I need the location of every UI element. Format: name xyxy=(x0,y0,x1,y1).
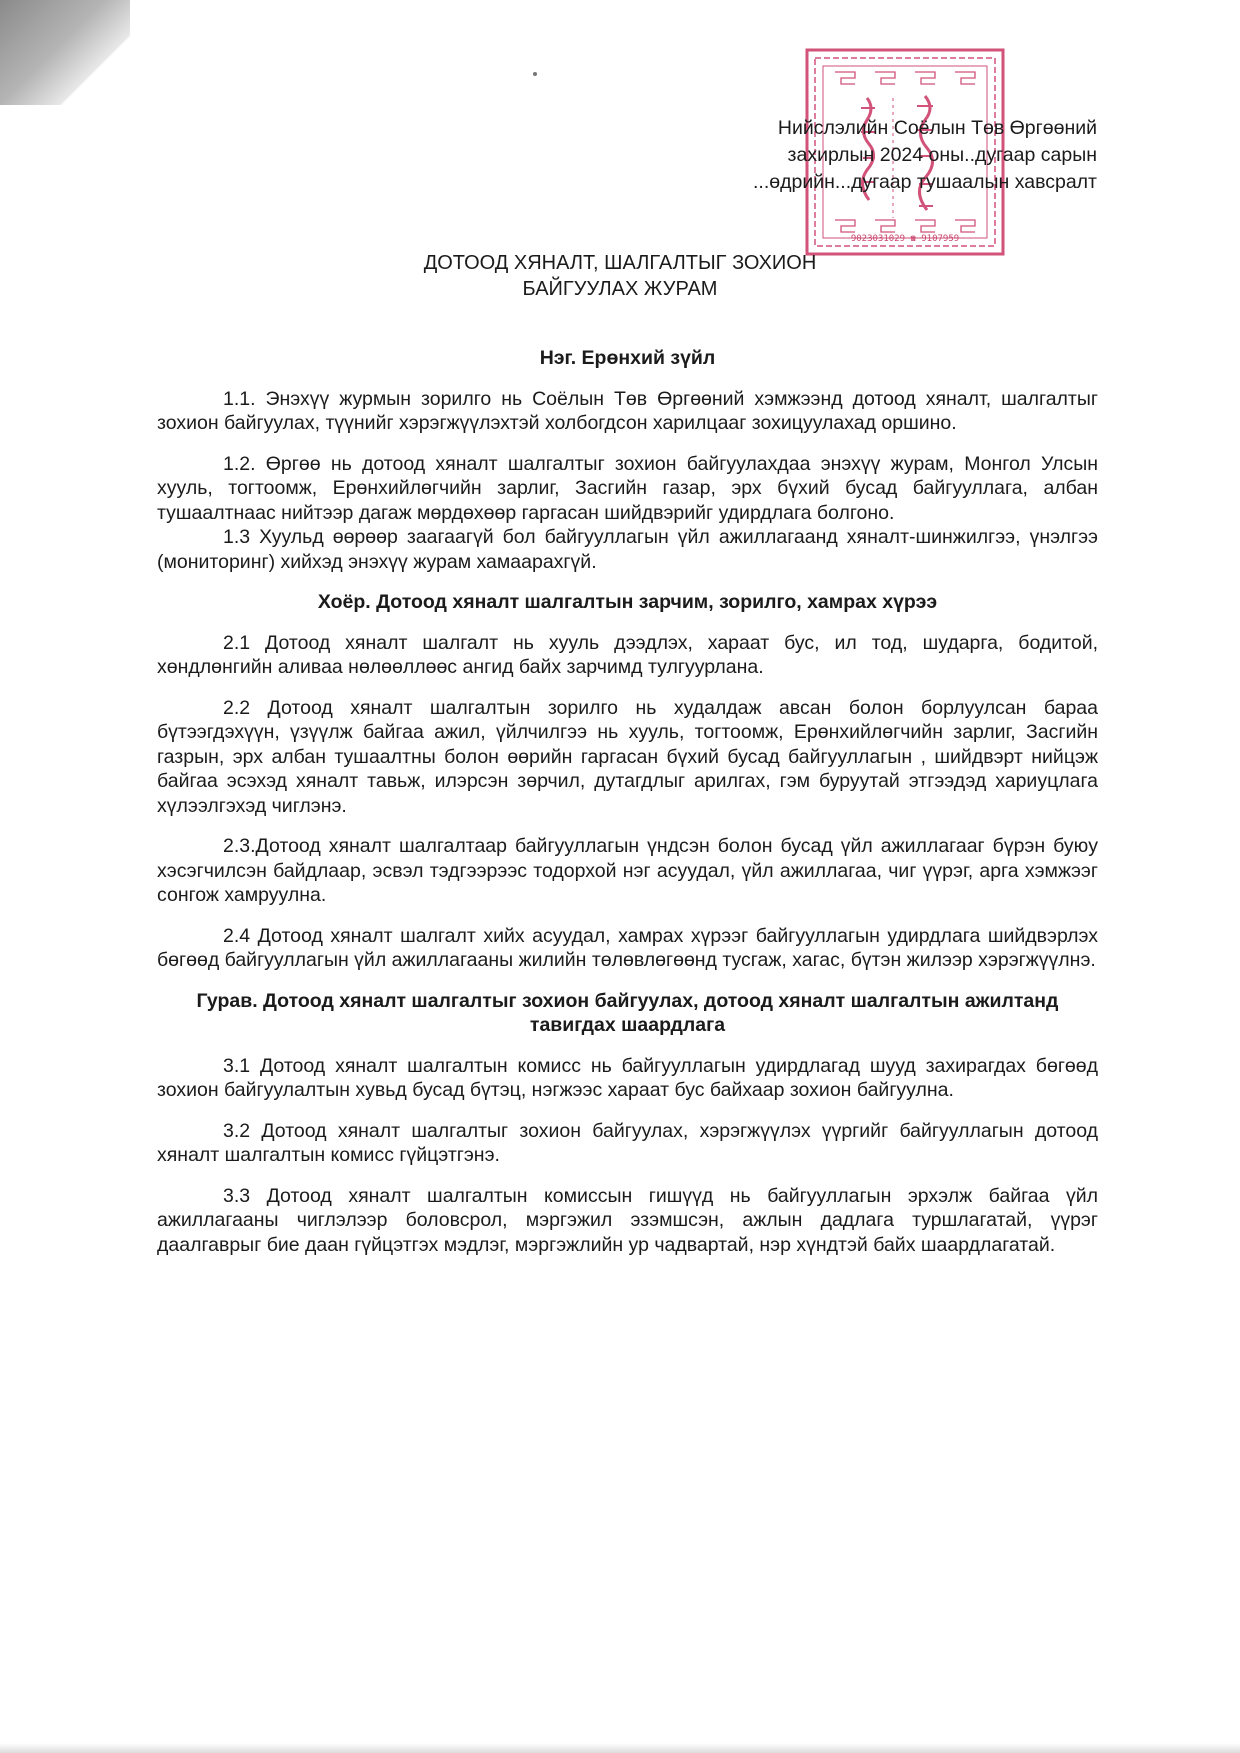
paragraph: 1.2. Өргөө нь дотоод хяналт шалгалтыг зохион байгуулахдаа энэхүү журам, Монгол Улсын хууль, тогтоомж, Ерөнхийлөгчийн зарлиг, Засгийн газар, эрх бүхий бусад байгууллага, албан тушаалтнаас нийтээр дагаж мөрдөхөөр гаргасан шийдвэрийг удирдлага болгоно. xyxy=(157,452,1098,524)
paragraph: 1.3 Хуульд өөрөөр заагаагүй бол байгууллагын үйл ажиллагаанд хяналт-шинжилгээ, үнэлгээ (мониторинг) хийхэд энэхүү журам хамаарахгүй. xyxy=(157,526,1098,573)
section-heading: Гурав. Дотоод хяналт шалгалтыг зохион байгуулах, дотоод хяналт шалгалтын ажилтанд тавигдах шаардлага xyxy=(196,989,1059,1036)
title-line: БАЙГУУЛАХ ЖУРАМ xyxy=(522,278,718,300)
document-body xyxy=(157,346,1098,1273)
header-line: Нийслэлийн Соёлын Төв Өргөөний xyxy=(777,117,1097,139)
paragraph: 2.4 Дотоод хяналт шалгалт хийх асуудал, хамрах хүрээг байгууллагын удирдлага шийдвэрлэх бөгөөд байгууллагын үйл ажиллагааны жилийн төлөвлөгөөнд тусгаж, хагас, бүтэн жилээр хэрэгжүүлнэ. xyxy=(157,924,1098,971)
section xyxy=(157,989,1098,1258)
stamp-serial-number: 9023031029 ☎ 9107959 xyxy=(850,234,960,244)
section-heading: Нэг. Ерөнхий зүйл xyxy=(539,347,716,369)
paragraph: 3.2 Дотоод хяналт шалгалтыг зохион байгуулах, хэрэгжүүлэх үүргийг байгууллагын дотоод хяналт шалгалтын комисс гүйцэтгэнэ. xyxy=(157,1119,1098,1166)
paragraph: 3.3 Дотоод хяналт шалгалтын комиссын гишүүд нь байгууллагын эрхэлж байгаа үйл ажиллагааны чиглэлээр боловсрол, мэргэжил эзэмшсэн, ажлын дадлага туршлагатай, үүрэг даалгаврыг бие даан гүйцэтгэх мэдлэг, мэргэжлийн ур чадвартай, нэр хүндтэй байх шаардлагатай. xyxy=(157,1184,1098,1256)
title-line: ДОТООД ХЯНАЛТ, ШАЛГАЛТЫГ ЗОХИОН xyxy=(423,252,817,274)
scan-speck xyxy=(533,72,537,76)
paragraph: 2.2 Дотоод хяналт шалгалтын зорилго нь худалдаж авсан болон борлуулсан бараа бүтээгдэхүүн, үзүүлж байгаа ажил, үйлчилгээ нь хууль, тогтоомж, Ерөнхийлөгчийн зарлиг, Засгийн газрын, эрх албан тушаалтны болон өөрийн гаргасан бүхий бусад байгууллагын , шийдвэрт нийцэж байгаа эсэхэд хяналт тавьж, илэрсэн зөрчил, дутагдлыг арилгах, гэм буруутай этгээдэд хариуцлага хүлээлгэхэд чиглэнэ. xyxy=(157,696,1098,817)
section-heading: Хоёр. Дотоод хяналт шалгалтын зарчим, зорилго, хамрах хүрээ xyxy=(317,591,938,613)
paragraph: 1.1. Энэхүү журмын зорилго нь Соёлын Төв Өргөөний хэмжээнд дотоод хяналт, шалгалтыг зохион байгуулах, түүнийг хэрэгжүүлэхтэй холбогдсон харилцааг зохицуулахад оршино. xyxy=(157,387,1098,434)
document-title xyxy=(300,250,940,302)
scan-corner-fold xyxy=(0,0,130,105)
section xyxy=(157,346,1098,574)
scan-bottom-edge xyxy=(0,1743,1240,1753)
paragraph: 2.3.Дотоод хяналт шалгалтаар байгууллагын үндсэн болон бусад үйл ажиллагааг бүрэн буюу хэсэгчилсэн байдлаар, эсвэл тэдгээрээс тодорхой нэг асуудал, үйл ажиллагаа, чиг үүрэг, арга хэмжээг сонгож хамруулна. xyxy=(157,835,1098,906)
header-line: ...өдрийн...дугаар тушаалын хавсралт xyxy=(753,171,1097,193)
paragraph: 2.1 Дотоод хяналт шалгалт нь хууль дээдлэх, хараат бус, ил тод, шударга, бодитой, хөндлөнгийн аливаа нөлөөллөөс ангид байх зарчимд тулгуурлана. xyxy=(157,631,1098,678)
paragraph: 3.1 Дотоод хяналт шалгалтын комисс нь байгууллагын удирдлагад шууд захирагдах бөгөөд зохион байгуулалтын хувьд бусад бүтэц, нэгжээс хараат бус байхаар зохион байгуулна. xyxy=(157,1054,1098,1101)
section xyxy=(157,590,1098,973)
appendix-header xyxy=(753,115,1097,196)
header-line: захирлын 2024 оны..дугаар сарын xyxy=(787,144,1097,166)
